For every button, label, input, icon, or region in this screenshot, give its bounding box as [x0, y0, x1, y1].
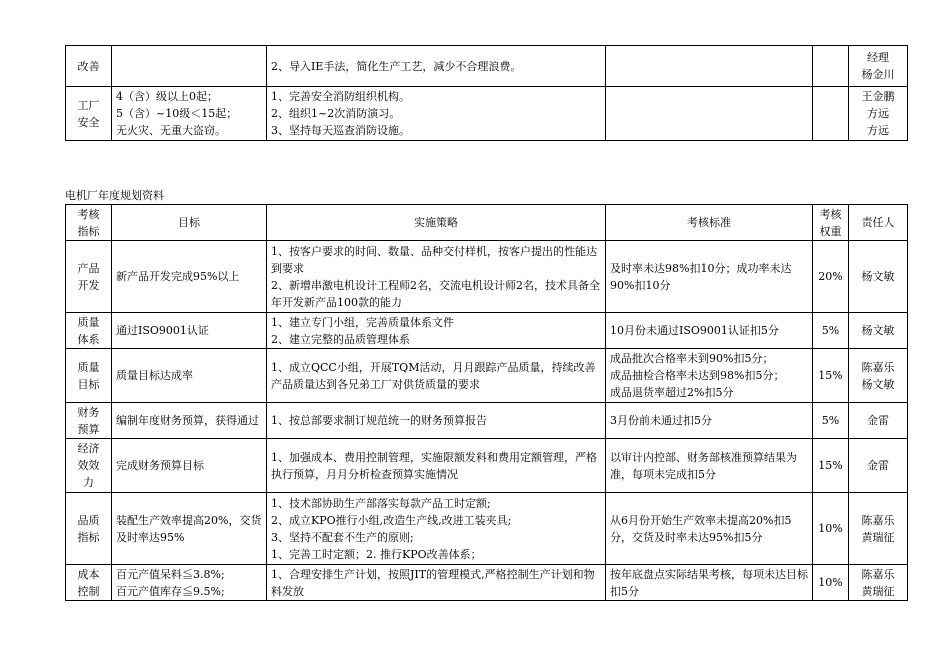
strategy-cell [267, 493, 606, 565]
item-cell: 经济 效效 力 [66, 439, 112, 493]
table-row [66, 87, 908, 141]
weight-cell [813, 46, 849, 87]
standard-cell [606, 87, 813, 141]
cell-line: 以审计内控部、财务部核准预算结果为准，每项未完成扣5分 [610, 450, 797, 481]
target-cell: 百元产值呆料≦3.8%; 百元产值库存≦9.5%; [112, 565, 267, 601]
cell-line: 1、加强成本、费用控制管理，实施限额发料和费用定额管理，严格执行预算，月月分析检查预算实施情况 [271, 450, 597, 481]
strategy-cell [267, 46, 606, 87]
header-standard: 考核标准 [606, 205, 813, 241]
weight-cell: 20% [813, 241, 849, 313]
table-row [66, 241, 908, 313]
cell-line: 成品批次合格率未到90%扣5分； [610, 352, 774, 365]
item-cell: 成本 控制 [66, 565, 112, 601]
cell-line: 1、建立专门小组，完善质量体系文件 [271, 315, 454, 329]
cell-line: 2、成立KPO推行小组,改造生产线,改进工装夹具; [271, 513, 512, 527]
owner-cell: 杨文敏 [849, 313, 908, 349]
cell-line: 10月份未通过ISO9001认证扣5分 [610, 324, 779, 337]
owner-cell: 陈嘉乐 杨文敏 [849, 349, 908, 403]
cell-line: 2、组织1~2次消防演习。 [271, 107, 401, 120]
cell-line: 从6月份开始生产效率未提高20%扣5分，交货及时率未达95%扣5分 [610, 513, 792, 544]
header-weight: 考核 权重 [813, 205, 849, 241]
cell-line: 3月份前未通过扣5分 [610, 414, 712, 427]
table-row [66, 313, 908, 349]
cell-line: 2、建立完整的品质管理体系 [271, 332, 410, 346]
item-cell: 质量 体系 [66, 313, 112, 349]
weight-cell: 10% [813, 565, 849, 601]
item-cell: 品质 指标 [66, 493, 112, 565]
cell-line: 5（含）~10级＜15起； [116, 107, 238, 120]
item-cell: 产品 开发 [66, 241, 112, 313]
weight-cell: 15% [813, 439, 849, 493]
safety-improvement-table [65, 45, 908, 141]
cell-line: 1、完善工时定额；2. 推行KPO改善体系； [271, 547, 482, 561]
annual-plan-table [65, 204, 908, 601]
cell-line: 无火灾、无重大盗窃。 [116, 124, 226, 137]
strategy-cell [267, 313, 606, 349]
cell-line: 1、按客户要求的时间、数量、品种交付样机，按客户提出的性能达到要求 [271, 244, 597, 275]
cell-line: 按年底盘点实际结果考核，每项未达目标扣5分 [610, 567, 808, 598]
item-cell: 财务 预算 [66, 403, 112, 439]
strategy-cell [267, 87, 606, 141]
cell-line: 1、成立QCC小组，开展TQM活动，月月跟踪产品质量，持续改善产品质量达到各兄弟工厂对供货质量的要求 [271, 360, 596, 391]
standard-cell [606, 46, 813, 87]
owner-cell: 金雷 [849, 403, 908, 439]
standard-cell [606, 493, 813, 565]
cell-line: 1、合理安排生产计划，按照JIT的管理模式,严格控制生产计划和物料发放 [271, 567, 595, 598]
target-cell: 编制年度财务预算，获得通过 [112, 403, 267, 439]
cell-line: 成品退货率超过2%扣5分 [610, 386, 734, 399]
weight-cell [813, 87, 849, 141]
table-row [66, 349, 908, 403]
strategy-cell [267, 439, 606, 493]
cell-line: 1、按总部要求制订规范统一的财务预算报告 [271, 414, 487, 427]
plan-header-row [66, 205, 908, 241]
owner-cell [849, 87, 908, 141]
plan-title: 电机厂年度规划资料 [65, 189, 164, 202]
target-cell [112, 46, 267, 87]
header-strategy: 实施策略 [267, 205, 606, 241]
standard-cell [606, 241, 813, 313]
owner-cell: 金雷 [849, 439, 908, 493]
cell-line: 1、技术部协助生产部落实每款产品工时定额; [271, 496, 491, 510]
cell-line: 2、导入IE手法，简化生产工艺，减少不合理浪费。 [271, 59, 522, 73]
header-owner: 责任人 [849, 205, 908, 241]
weight-cell: 5% [813, 313, 849, 349]
standard-cell [606, 565, 813, 601]
owner-cell: 杨文敏 [849, 241, 908, 313]
cell-line: 及时率未达98%扣10分；成功率未达90%扣10分 [610, 261, 792, 292]
cell-line: 3、坚持不配套不生产的原则; [271, 530, 414, 544]
owner-cell: 陈嘉乐 黄瑞征 [849, 565, 908, 601]
cell-line: 方远 [867, 124, 889, 137]
item-cell: 改善 [66, 46, 112, 87]
target-cell: 装配生产效率提高20%，交货及时率达95% [112, 493, 267, 565]
owner-cell: 陈嘉乐 黄瑞征 [849, 493, 908, 565]
strategy-cell [267, 565, 606, 601]
cell-line: 王金鹏 [861, 90, 895, 103]
weight-cell: 10% [813, 493, 849, 565]
target-cell: 新产品开发完成95%以上 [112, 241, 267, 313]
table-row [66, 565, 908, 601]
owner-cell [849, 46, 908, 87]
table-row [66, 403, 908, 439]
cell-line: 杨金川 [861, 68, 895, 81]
cell-line: 经理 [867, 51, 889, 64]
cell-line: 4（含）级以上0起； [116, 90, 218, 103]
cell-line: 2、新增串激电机设计工程师2名，交流电机设计师2名，技术具备全年开发新产品100款的能力 [271, 278, 600, 309]
standard-cell [606, 403, 813, 439]
standard-cell [606, 313, 813, 349]
standard-cell [606, 439, 813, 493]
standard-cell [606, 349, 813, 403]
strategy-cell [267, 241, 606, 313]
weight-cell: 15% [813, 349, 849, 403]
cell-line: 1、完善安全消防组织机构。 [271, 90, 410, 103]
table-row [66, 46, 908, 87]
header-target: 目标 [112, 205, 267, 241]
item-cell: 工厂 安全 [66, 87, 112, 141]
cell-line: 方远 [867, 107, 889, 120]
target-cell [112, 87, 267, 141]
target-cell: 完成财务预算目标 [112, 439, 267, 493]
strategy-cell [267, 403, 606, 439]
item-cell: 质量 目标 [66, 349, 112, 403]
target-cell: 质量目标达成率 [112, 349, 267, 403]
table-row [66, 493, 908, 565]
table-row [66, 439, 908, 493]
strategy-cell [267, 349, 606, 403]
header-item: 考核 指标 [66, 205, 112, 241]
target-cell: 通过ISO9001认证 [112, 313, 267, 349]
weight-cell: 5% [813, 403, 849, 439]
cell-line: 成品抽检合格率未达到98%扣5分； [610, 369, 785, 382]
cell-line: 3、坚持每天巡查消防设施。 [271, 124, 410, 137]
